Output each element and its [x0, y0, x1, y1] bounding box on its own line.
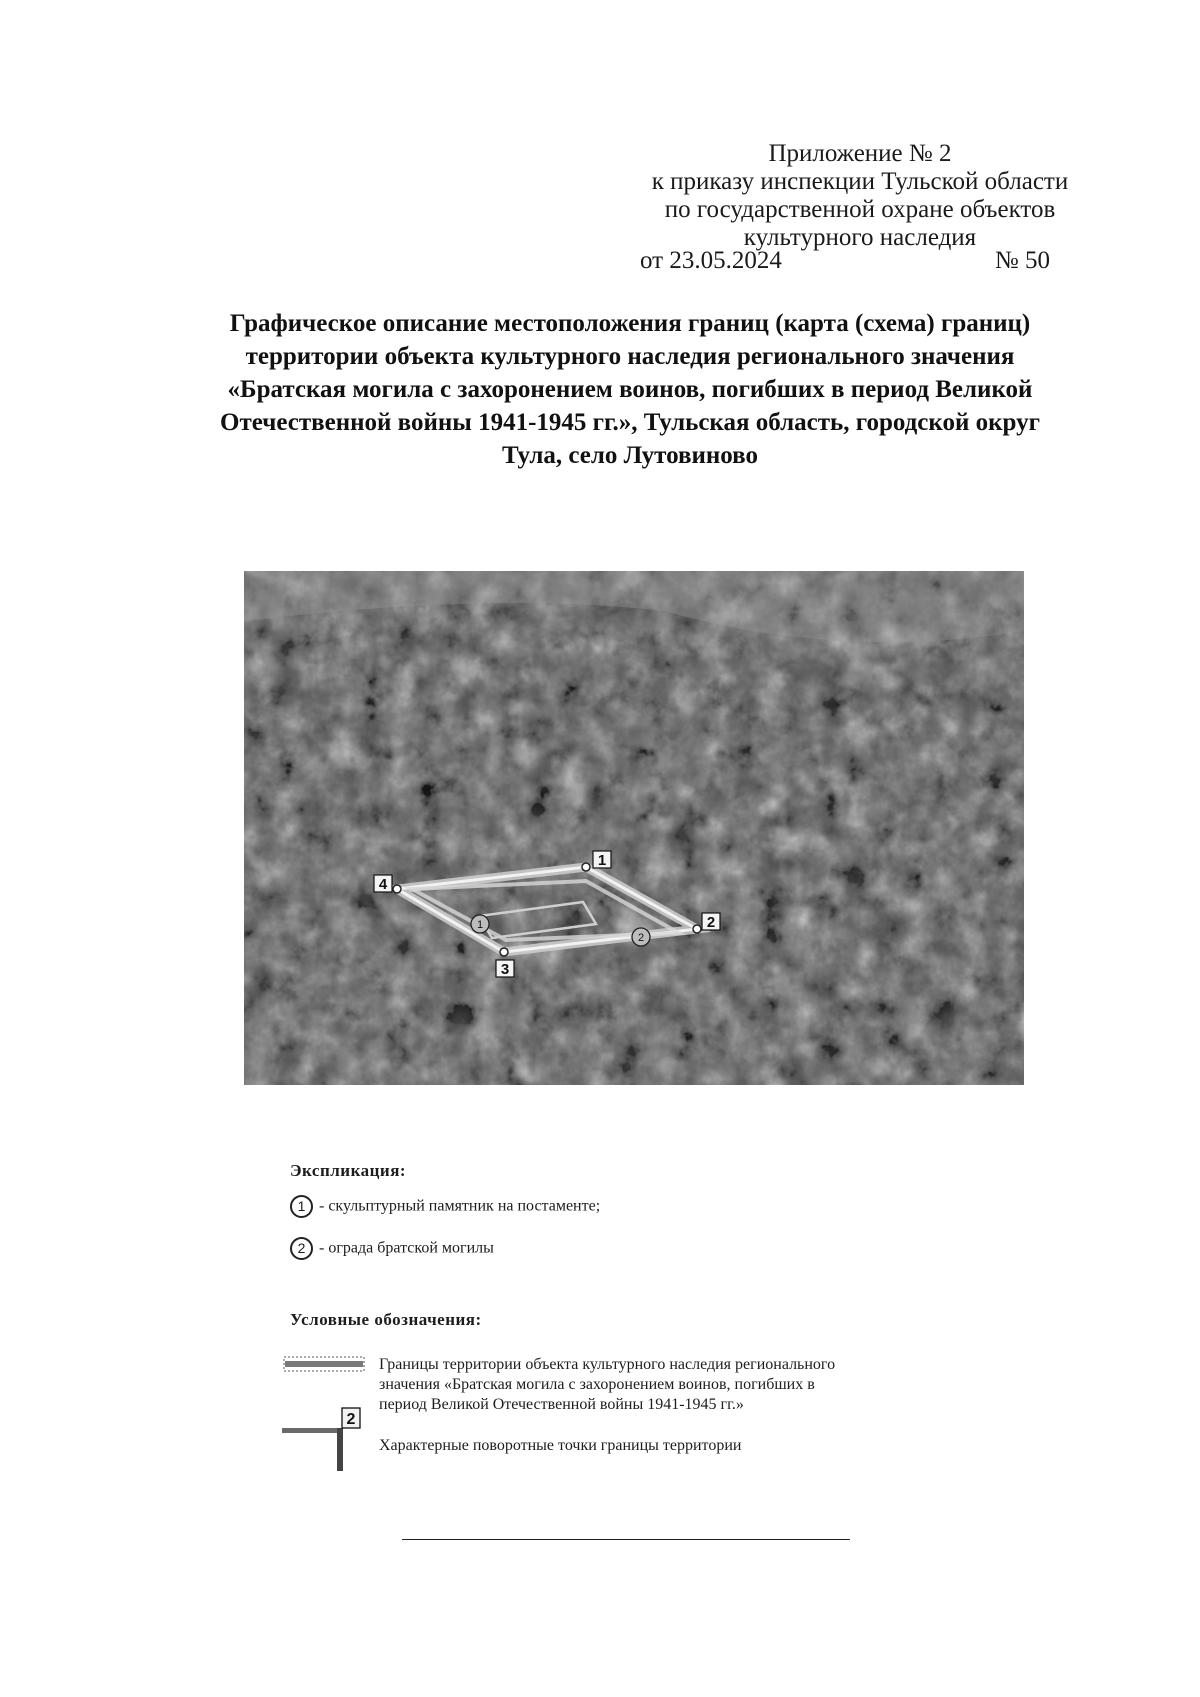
title-line-3: «Братская могила с захоронением воинов, погибших в период Великой [227, 376, 1033, 403]
explication-marker-2: 2 [290, 1237, 313, 1260]
turning-point-2 [693, 925, 701, 933]
appendix-number: Приложение № 2 [768, 140, 952, 167]
title-line-1: Графическое описание местоположения границ (карта (схема) границ) [229, 310, 1031, 337]
turning-points-description: Характерные поворотные точки границы территории [379, 1437, 742, 1454]
title-line-5: Тула, село Лутовиново [502, 442, 758, 469]
turning-point-3 [500, 948, 508, 956]
map-svg [244, 571, 1024, 1085]
boundary-description [379, 1355, 979, 1415]
appendix-inspection-line: по государственной охране объектов [664, 196, 1056, 223]
point-label-4: 4 [378, 876, 388, 893]
order-number: № 50 [994, 247, 1050, 274]
object-marker-2-label: 2 [637, 932, 645, 944]
turning-point-symbol-line [282, 1428, 340, 1433]
turning-point-symbol-label: 2 [346, 1411, 356, 1428]
appendix-header [590, 140, 1130, 252]
explication-marker-1: 1 [290, 1195, 313, 1218]
boundary-symbol [283, 1349, 365, 1379]
order-date-line [640, 247, 1050, 275]
turning-point-symbol [282, 1404, 362, 1472]
document-title [150, 307, 1110, 472]
turning-point-4 [393, 885, 401, 893]
explication-text-1: - скульптурный памятник на постаменте; [319, 1197, 601, 1215]
legend-heading: Условные обозначения: [290, 1310, 482, 1329]
explication-item-2 [290, 1237, 494, 1260]
boundary-desc-line-2: значения «Братская могила с захоронением воинов, погибших в [379, 1376, 815, 1393]
explication-heading: Экспликация: [290, 1161, 407, 1180]
point-label-3: 3 [500, 961, 510, 978]
point-label-2: 2 [706, 914, 716, 931]
turning-point-symbol-stem [337, 1428, 343, 1471]
boundary-desc-line-3: период Великой Отечественной войны 1941-1945 гг.» [379, 1396, 744, 1413]
point-label-1: 1 [597, 852, 607, 869]
footer-rule [402, 1539, 850, 1540]
turning-point-1 [582, 863, 590, 871]
order-date: от 23.05.2024 [640, 247, 782, 274]
title-line-2: территории объекта культурного наследия регионального значения [245, 343, 1015, 370]
boundary-map [244, 571, 1024, 1085]
title-line-4: Отечественной войны 1941-1945 гг.», Тульская область, городской округ [220, 409, 1040, 436]
explication-item-1 [290, 1195, 600, 1218]
explication-text-2: - ограда братской могилы [319, 1239, 494, 1257]
aerial-texture [244, 571, 1024, 1085]
boundary-symbol-line [285, 1361, 363, 1367]
appendix-order-line: к приказу инспекции Тульской области [651, 168, 1069, 195]
boundary-desc-line-1: Границы территории объекта культурного наследия регионального [379, 1356, 836, 1373]
object-marker-1-label: 1 [476, 919, 484, 931]
appendix-heritage-line: культурного наследия [743, 224, 977, 251]
